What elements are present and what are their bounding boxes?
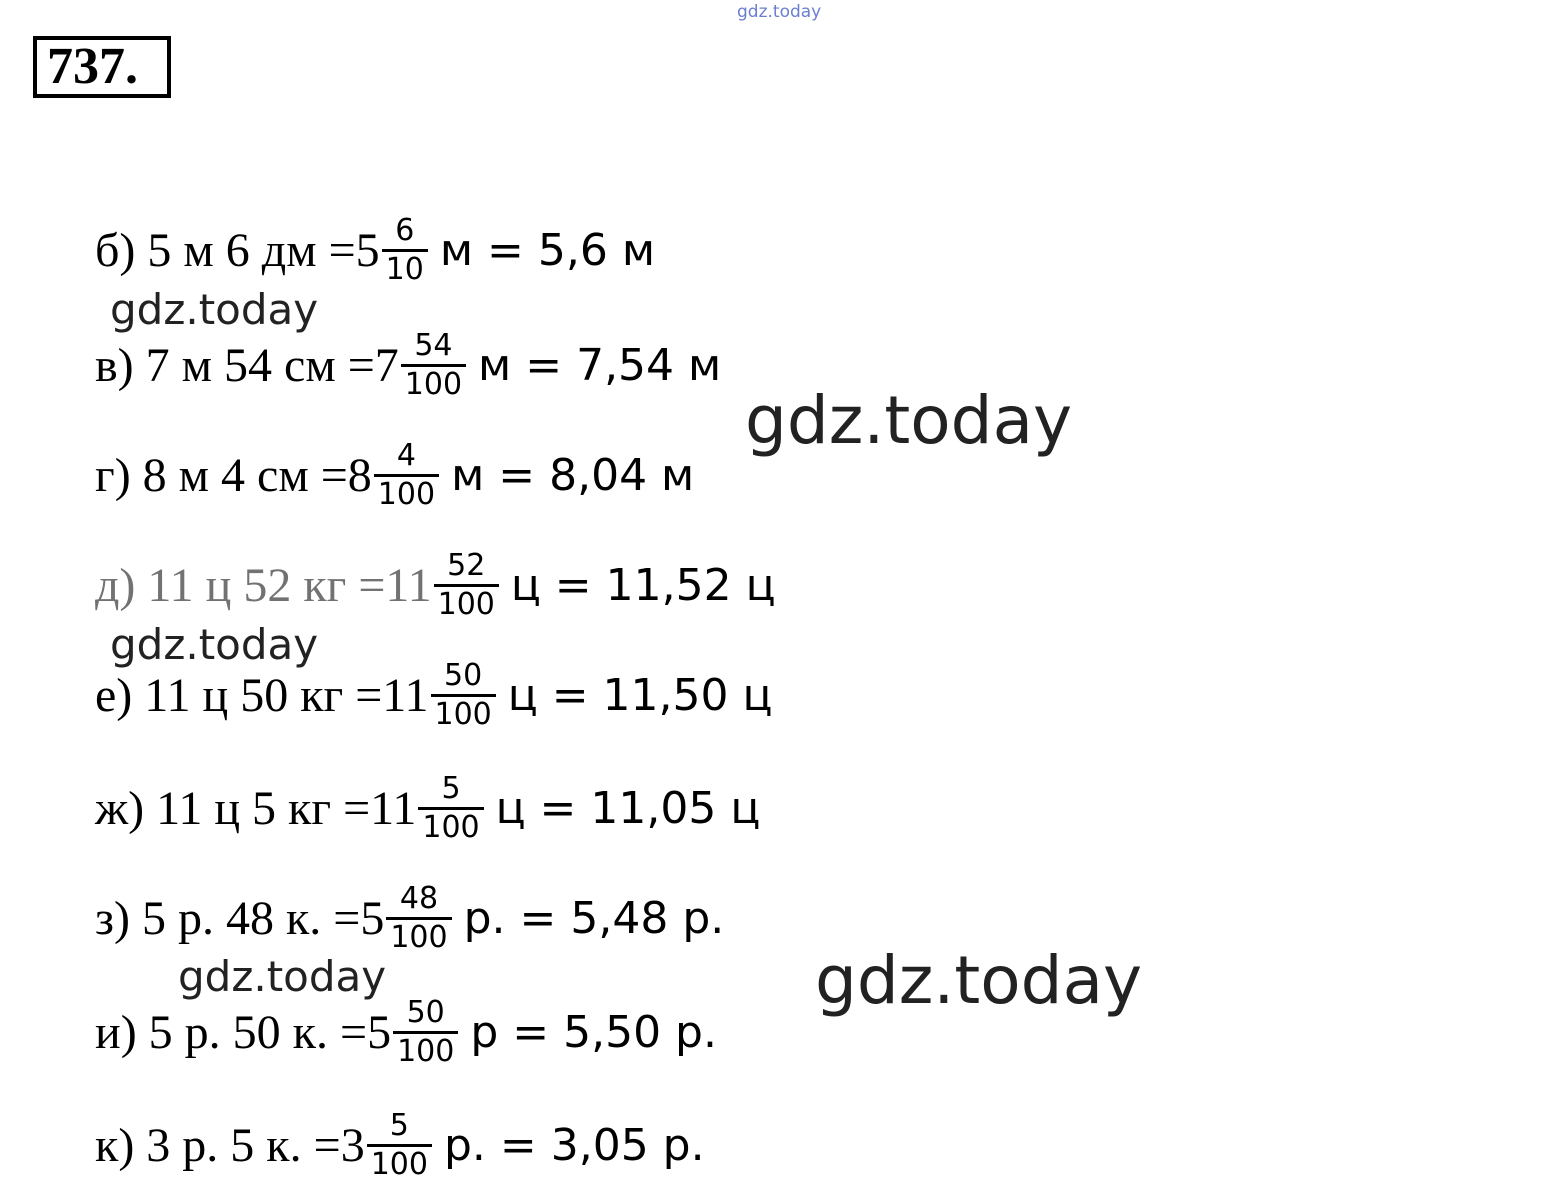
denominator: 100: [401, 364, 466, 403]
mixed-whole: 5: [360, 891, 385, 945]
watermark: gdz.today: [110, 285, 319, 334]
watermark: gdz.today: [110, 620, 319, 669]
numerator: 48: [399, 880, 439, 916]
mixed-whole: 3: [340, 1118, 365, 1172]
equation-lhs: к) 3 р. 5 к. =: [95, 1118, 341, 1172]
equation-lhs: д) 11 ц 52 кг =: [95, 558, 386, 612]
equation-rhs: р. = 3,05 р.: [443, 1119, 705, 1171]
watermark: gdz.today: [815, 942, 1143, 1019]
numerator: 6: [395, 212, 415, 248]
fraction: [434, 548, 499, 623]
mixed-whole: 11: [382, 668, 429, 722]
denominator: 100: [386, 917, 451, 956]
fraction: [431, 658, 496, 733]
equation-lhs: е) 11 ц 50 кг =: [95, 668, 383, 722]
equation-rhs: ц = 11,50 ц: [507, 669, 773, 721]
equation-rhs: р = 5,50 р.: [470, 1006, 717, 1058]
top-watermark: gdz.today: [737, 2, 822, 22]
mixed-whole: 5: [367, 1005, 392, 1059]
equation-lhs: г) 8 м 4 см =: [95, 448, 348, 502]
equation-lhs: з) 5 р. 48 к. =: [95, 891, 361, 945]
denominator: 100: [431, 694, 496, 733]
mixed-whole: 8: [347, 448, 372, 502]
fraction: [367, 1108, 432, 1183]
numerator: 52: [447, 547, 486, 583]
numerator: 50: [444, 657, 483, 693]
equation-rhs: р. = 5,48 р.: [463, 892, 725, 944]
denominator: 100: [418, 807, 483, 846]
denominator: 100: [367, 1144, 432, 1183]
fraction: [393, 995, 458, 1070]
numerator: 4: [396, 437, 416, 473]
equation-rhs: м = 7,54 м: [478, 339, 722, 391]
problem-number: 737.: [33, 36, 171, 98]
mixed-whole: 11: [370, 781, 417, 835]
denominator: 100: [434, 584, 499, 623]
watermark: gdz.today: [178, 952, 387, 1001]
fraction: [382, 213, 428, 288]
denominator: 100: [374, 474, 439, 513]
equation-g: [95, 425, 694, 525]
fraction: [401, 328, 466, 403]
fraction: [386, 881, 451, 956]
equation-rhs: м = 8,04 м: [451, 449, 695, 501]
fraction: [418, 771, 483, 846]
equation-k: [95, 1095, 705, 1195]
watermark: gdz.today: [745, 382, 1073, 459]
denominator: 100: [393, 1031, 458, 1070]
equation-zh: [95, 758, 760, 858]
numerator: 50: [406, 994, 445, 1030]
mixed-whole: 5: [355, 223, 380, 277]
equation-rhs: ц = 11,52 ц: [510, 559, 776, 611]
mixed-whole: 7: [374, 338, 399, 392]
numerator: 5: [441, 770, 461, 806]
equation-lhs: в) 7 м 54 см =: [95, 338, 375, 392]
equation-rhs: ц = 11,05 ц: [495, 782, 761, 834]
equation-lhs: б) 5 м 6 дм =: [95, 223, 356, 277]
equation-lhs: ж) 11 ц 5 кг =: [95, 781, 371, 835]
mixed-whole: 11: [385, 558, 432, 612]
numerator: 5: [389, 1107, 409, 1143]
equation-rhs: м = 5,6 м: [439, 224, 656, 276]
denominator: 10: [382, 249, 428, 288]
numerator: 54: [414, 327, 453, 363]
fraction: [374, 438, 439, 513]
equation-lhs: и) 5 р. 50 к. =: [95, 1005, 368, 1059]
